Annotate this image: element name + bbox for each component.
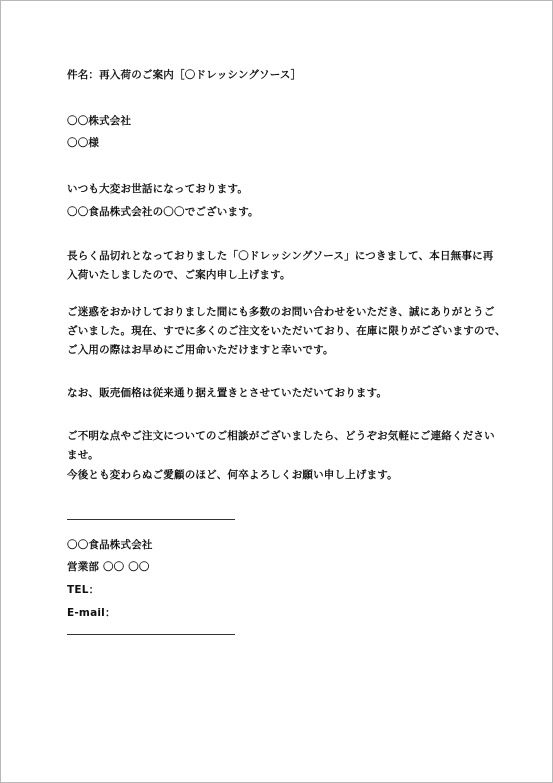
apology-line-1: ご迷惑をおかけしておりました間にも多数のお問い合わせをいただき、誠にありがとうご — [67, 306, 495, 318]
restock-line-2: 入荷いたしましたので、ご案内申し上げます。 — [67, 269, 291, 281]
contact-line-2: ませ。 — [67, 449, 99, 461]
restock-paragraph — [67, 247, 519, 285]
apology-line-2: ざいました。現在、すでに多くのご注文をいただいており、在庫に限りがございますので、 — [67, 325, 506, 337]
signature-email: E-mail： — [67, 607, 116, 619]
signature-company: 〇〇食品株式会社 — [67, 539, 153, 551]
signature-divider-top — [67, 519, 235, 520]
apology-line-3: ご入用の際はお早めにご用命いただけますと幸いです。 — [67, 344, 334, 356]
greeting-line-2: 〇〇食品株式会社の〇〇でございます。 — [67, 206, 259, 218]
recipient-name: 〇〇様 — [67, 137, 100, 149]
greeting-line-1: いつも大変お世話になっております。 — [67, 183, 249, 195]
apology-paragraph — [67, 303, 519, 360]
restock-line-1: 長らく品切れとなっておりました「〇ドレッシングソース」につきまして、本日無事に再 — [67, 250, 494, 262]
contact-line-1: ご不明な点やご注文についてのご相談がございましたら、どうぞお気軽にご連絡ください — [67, 430, 495, 442]
contact-paragraph — [67, 427, 519, 465]
closing-line: 今後とも変わらぬご愛顧のほど、何卒よろしくお願い申し上げます。 — [67, 469, 398, 481]
signature-tel: TEL： — [67, 584, 100, 596]
price-paragraph: なお、販売価格は従来通り据え置きとさせていただいております。 — [67, 387, 388, 399]
signature-divider-bottom — [67, 634, 235, 635]
signature-department: 営業部 〇〇 〇〇 — [67, 561, 150, 573]
email-subject: 件名：再入荷のご案内［〇ドレッシングソース］ — [67, 69, 302, 81]
recipient-company: 〇〇株式会社 — [67, 115, 132, 127]
